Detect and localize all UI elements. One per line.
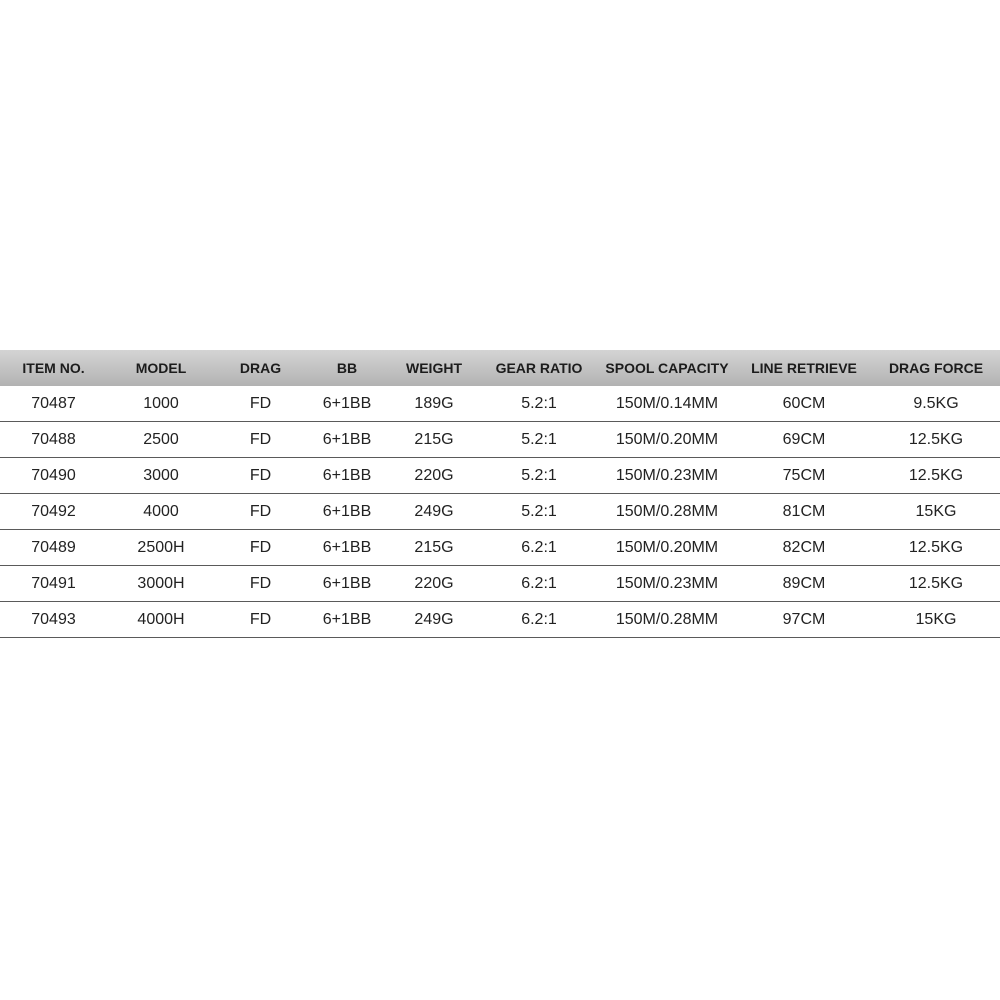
cell-spool-capacity: 150M/0.23MM — [598, 458, 736, 494]
cell-line-retrieve: 82CM — [736, 530, 872, 566]
spec-table-container — [0, 350, 1000, 638]
cell-spool-capacity: 150M/0.20MM — [598, 530, 736, 566]
table-row — [0, 530, 1000, 566]
cell-item-no: 70493 — [0, 602, 107, 638]
cell-bb: 6+1BB — [306, 422, 388, 458]
cell-line-retrieve: 75CM — [736, 458, 872, 494]
cell-drag-force: 15KG — [872, 494, 1000, 530]
cell-bb: 6+1BB — [306, 386, 388, 422]
table-row — [0, 458, 1000, 494]
header-model: MODEL — [107, 350, 215, 386]
cell-bb: 6+1BB — [306, 566, 388, 602]
cell-drag-force: 12.5KG — [872, 458, 1000, 494]
cell-spool-capacity: 150M/0.20MM — [598, 422, 736, 458]
header-item-no: ITEM NO. — [0, 350, 107, 386]
table-row — [0, 602, 1000, 638]
cell-weight: 220G — [388, 566, 480, 602]
cell-model: 3000H — [107, 566, 215, 602]
cell-gear-ratio: 6.2:1 — [480, 602, 598, 638]
cell-model: 4000H — [107, 602, 215, 638]
table-row — [0, 422, 1000, 458]
cell-gear-ratio: 5.2:1 — [480, 422, 598, 458]
cell-drag: FD — [215, 566, 306, 602]
cell-model: 1000 — [107, 386, 215, 422]
cell-item-no: 70491 — [0, 566, 107, 602]
header-drag: DRAG — [215, 350, 306, 386]
cell-drag-force: 15KG — [872, 602, 1000, 638]
cell-bb: 6+1BB — [306, 530, 388, 566]
cell-weight: 249G — [388, 494, 480, 530]
cell-item-no: 70489 — [0, 530, 107, 566]
cell-drag-force: 12.5KG — [872, 530, 1000, 566]
cell-drag-force: 12.5KG — [872, 422, 1000, 458]
cell-weight: 249G — [388, 602, 480, 638]
cell-bb: 6+1BB — [306, 494, 388, 530]
cell-spool-capacity: 150M/0.28MM — [598, 602, 736, 638]
cell-spool-capacity: 150M/0.14MM — [598, 386, 736, 422]
cell-drag: FD — [215, 494, 306, 530]
cell-gear-ratio: 6.2:1 — [480, 566, 598, 602]
cell-gear-ratio: 6.2:1 — [480, 530, 598, 566]
cell-gear-ratio: 5.2:1 — [480, 458, 598, 494]
cell-weight: 215G — [388, 530, 480, 566]
cell-drag-force: 9.5KG — [872, 386, 1000, 422]
cell-item-no: 70488 — [0, 422, 107, 458]
cell-bb: 6+1BB — [306, 458, 388, 494]
cell-line-retrieve: 89CM — [736, 566, 872, 602]
cell-drag-force: 12.5KG — [872, 566, 1000, 602]
header-weight: WEIGHT — [388, 350, 480, 386]
header-gear-ratio: GEAR RATIO — [480, 350, 598, 386]
cell-drag: FD — [215, 602, 306, 638]
header-spool-capacity: SPOOL CAPACITY — [598, 350, 736, 386]
header-row — [0, 350, 1000, 386]
cell-weight: 215G — [388, 422, 480, 458]
spec-table — [0, 350, 1000, 638]
cell-drag: FD — [215, 530, 306, 566]
cell-model: 4000 — [107, 494, 215, 530]
cell-line-retrieve: 69CM — [736, 422, 872, 458]
cell-model: 2500H — [107, 530, 215, 566]
table-row — [0, 494, 1000, 530]
cell-line-retrieve: 60CM — [736, 386, 872, 422]
cell-line-retrieve: 97CM — [736, 602, 872, 638]
cell-weight: 189G — [388, 386, 480, 422]
cell-spool-capacity: 150M/0.23MM — [598, 566, 736, 602]
cell-drag: FD — [215, 458, 306, 494]
cell-item-no: 70492 — [0, 494, 107, 530]
table-row — [0, 386, 1000, 422]
cell-bb: 6+1BB — [306, 602, 388, 638]
cell-item-no: 70490 — [0, 458, 107, 494]
header-bb: BB — [306, 350, 388, 386]
header-line-retrieve: LINE RETRIEVE — [736, 350, 872, 386]
cell-model: 3000 — [107, 458, 215, 494]
table-row — [0, 566, 1000, 602]
cell-spool-capacity: 150M/0.28MM — [598, 494, 736, 530]
cell-drag: FD — [215, 386, 306, 422]
cell-gear-ratio: 5.2:1 — [480, 494, 598, 530]
cell-gear-ratio: 5.2:1 — [480, 386, 598, 422]
cell-item-no: 70487 — [0, 386, 107, 422]
cell-weight: 220G — [388, 458, 480, 494]
cell-line-retrieve: 81CM — [736, 494, 872, 530]
header-drag-force: DRAG FORCE — [872, 350, 1000, 386]
cell-model: 2500 — [107, 422, 215, 458]
cell-drag: FD — [215, 422, 306, 458]
